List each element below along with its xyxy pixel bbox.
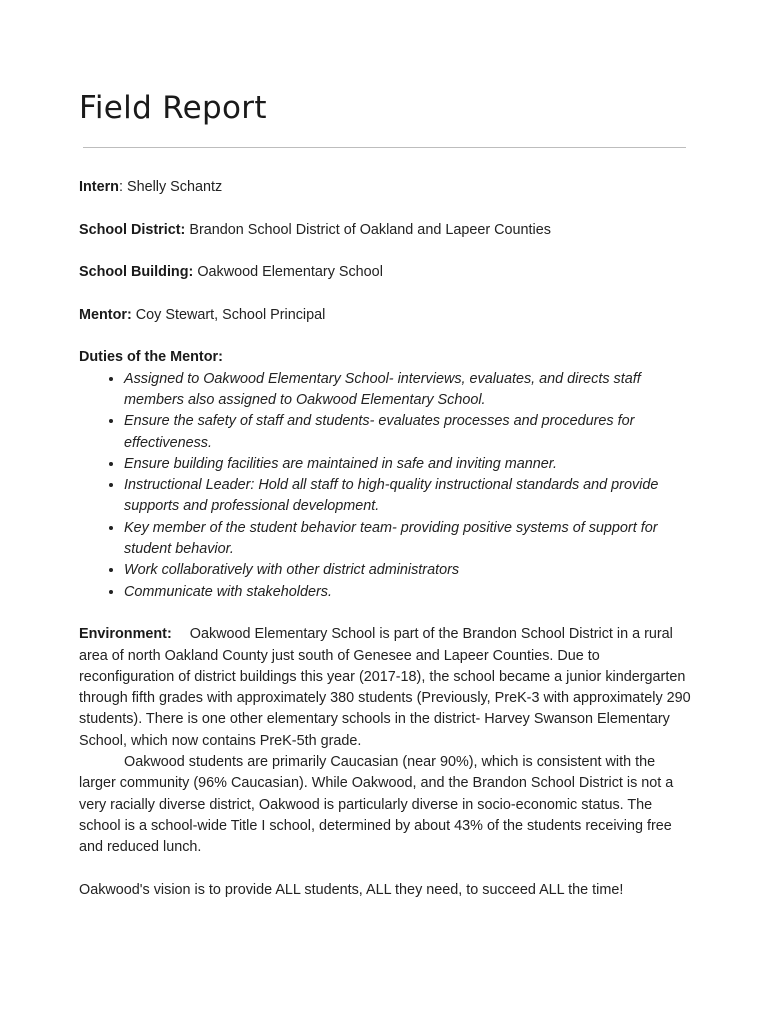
- list-item: • Instructional Leader: Hold all staff to high-quality instructional standards and provide supports and professional development.: [124, 475, 691, 518]
- mentor-value: Coy Stewart, School Principal: [135, 306, 326, 323]
- report-body: [79, 177, 691, 901]
- environment-label: Environment:: [79, 626, 172, 643]
- environment-paragraph: [79, 624, 691, 752]
- list-item: • Key member of the student behavior team- providing positive systems of support for student behavior.: [124, 518, 691, 561]
- intern-value: Shelly Schantz: [126, 179, 223, 195]
- intern-field: [79, 177, 691, 198]
- mentor-label: Mentor:: [79, 306, 132, 323]
- school-district-label: School District:: [79, 221, 186, 238]
- mentor-field: [79, 305, 691, 326]
- duties-heading: Duties of the Mentor:: [79, 349, 223, 366]
- list-item: • Work collaboratively with other district administrators: [124, 560, 691, 581]
- vision-statement: Oakwood's vision is to provide ALL students, ALL they need, to succeed ALL the time!: [79, 881, 624, 898]
- list-item: • Communicate with stakeholders.: [124, 582, 691, 603]
- duties-list: [79, 369, 691, 603]
- school-building-label: School Building:: [79, 264, 194, 281]
- list-item: • Ensure the safety of staff and students- evaluates processes and procedures for effectiveness.: [124, 411, 691, 454]
- school-building-field: [79, 262, 691, 283]
- page-title: Field Report: [79, 90, 267, 126]
- title-divider: [83, 147, 686, 148]
- demographics-paragraph: Oakwood students are primarily Caucasian (near 90%), which is consistent with the larger community (96% Caucasian). While Oakwood, and the Brandon School District is not a very racially diverse district, Oakwood is particularly diverse in socio-economic status. The school is a school-wide Title I school, determined by about 43% of the students receiving free and reduced lunch.: [79, 754, 674, 856]
- list-item: • Assigned to Oakwood Elementary School- interviews, evaluates, and directs staff members also assigned to Oakwood Elementary School.: [124, 369, 691, 412]
- school-district-field: [79, 220, 691, 241]
- intern-label: Intern: [79, 179, 119, 195]
- environment-text: Oakwood Elementary School is part of the Brandon School District in a rural area of north Oakland County just south of Genesee and Lapeer Counties. Due to reconfiguration of district buildings this year (2017-18), the school became a junior kindergarten through fifth grades with approximately 380 students (Previously, PreK-3 with approximately 290 students). There is one other elementary schools in the district- Harvey Swanson Elementary School, which now contains PreK-5th grade.: [79, 626, 691, 749]
- school-building-value: Oakwood Elementary School: [197, 264, 383, 281]
- list-item: • Ensure building facilities are maintained in safe and inviting manner.: [124, 454, 691, 475]
- school-district-value: Brandon School District of Oakland and Lapeer Counties: [189, 221, 551, 238]
- intern-separator: :: [118, 179, 127, 195]
